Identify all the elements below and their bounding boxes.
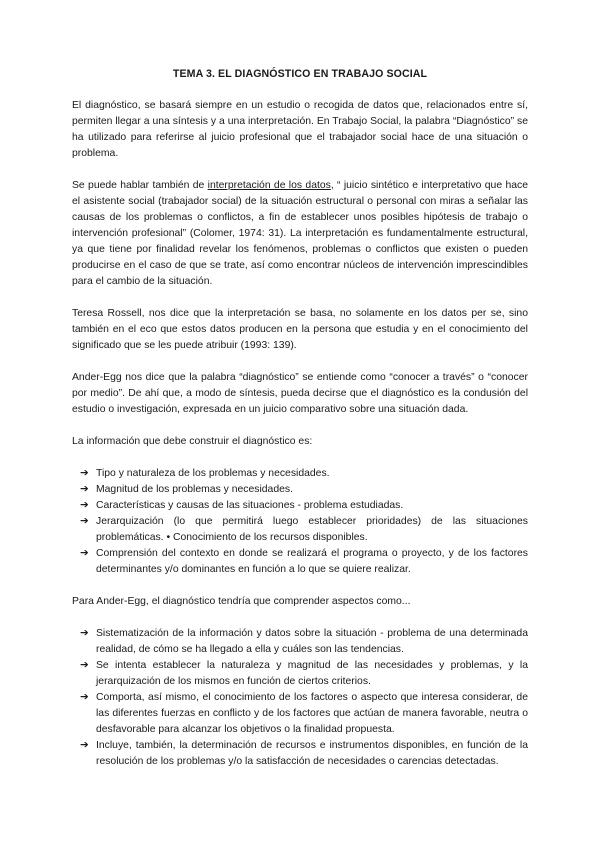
arrow-icon: ➔: [80, 628, 89, 639]
list-item: [72, 690, 528, 738]
page-title: TEMA 3. EL DIAGNÓSTICO EN TRABAJO SOCIAL: [172, 68, 428, 80]
list-item: [72, 658, 528, 690]
paragraph-ander-egg: Ander-Egg nos dice que la palabra “diagnóstico” se entiende como “conocer a través” o “conocer por medio”. De ahí que, a modo de síntesis, pueda decirse que el diagnóstico es la condusión del estudio o investigación, expresada en un juicio comparativo sobre una situación dada.: [72, 372, 528, 415]
info-list: [72, 466, 528, 578]
arrow-icon: ➔: [80, 484, 89, 495]
arrow-icon: ➔: [80, 660, 89, 671]
list-item-text: Se intenta establecer la naturaleza y magnitud de las necesidades y problemas, y la jerarquización de los mismos en función de ciertos criterios.: [96, 660, 528, 687]
arrow-icon: ➔: [80, 740, 89, 751]
list-item: [72, 466, 528, 482]
list-item: [72, 482, 528, 498]
document-page: [72, 66, 528, 786]
list-item-text: Comprensión del contexto en donde se realizará el programa o proyecto, y de los factores determinantes y/o dominantes en función a lo que se quiere realizar.: [96, 548, 528, 575]
arrow-icon: ➔: [80, 516, 89, 527]
paragraph-interpretation-end: , “ juicio sintético e interpretativo que hace el asistente social (trabajador social) de la situación estructural o personal con miras a señalar las causas de los problemas o conflictos, a fin de establecer unos posibles hipótesis de trabajo o intervención profesional” (Colomer, 1974: 31). La interpretación es fundamentalmente estructural, ya que tiene por finalidad revelar los fenómenos, problemas o conflictos que existen o pueden producirse en el caso de que se trate, así como encontrar núcleos de intervención imprescindibles para el cambio de la situación.: [72, 180, 528, 287]
list-item: [72, 514, 528, 546]
list-item: [72, 738, 528, 770]
paragraph-info-intro: La información que debe construir el diagnóstico es:: [72, 436, 313, 447]
arrow-icon: ➔: [80, 500, 89, 511]
list-item-text: Magnitud de los problemas y necesidades.: [96, 484, 293, 495]
paragraph-rossell: Teresa Rossell, nos dice que la interpretación se basa, no solamente en los datos per se, sino también en el eco que estos datos producen en la persona que estudia y en el conocimiento del significado que se les puede atribuir (1993: 139).: [72, 308, 528, 351]
arrow-icon: ➔: [80, 548, 89, 559]
arrow-icon: ➔: [80, 468, 89, 479]
list-item-text: Características y causas de las situaciones - problema estudiadas.: [96, 500, 404, 511]
list-item-text: Jerarquización (lo que permitirá luego establecer prioridades) de las situaciones problemáticas. • Conocimiento de los recursos disponibles.: [96, 516, 528, 543]
list-item-text: Sistematización de la información y datos sobre la situación - problema de una determinada realidad, de cómo se ha llegado a ella y cuáles son las tendencias.: [96, 628, 528, 655]
list-item: [72, 498, 528, 514]
list-item-text: Incluye, también, la determinación de recursos e instrumentos disponibles, en función de la resolución de los problemas y/o la satisfacción de necesidades o carencias detectadas.: [96, 740, 528, 767]
paragraph-aspects-intro: Para Ander-Egg, el diagnóstico tendría que comprender aspectos como...: [72, 596, 411, 607]
list-item: [72, 546, 528, 578]
list-item-text: Tipo y naturaleza de los problemas y necesidades.: [96, 468, 330, 479]
aspects-list: [72, 626, 528, 770]
paragraph-interpretation-start: Se puede hablar también de: [72, 180, 208, 191]
paragraph-intro: El diagnóstico, se basará siempre en un estudio o recogida de datos que, relacionados entre sí, permiten llegar a una síntesis y a una interpretación. En Trabajo Social, la palabra “Diagnóstico” se ha utilizado para referirse al juicio profesional que el trabajador social hace de una situación o problema.: [72, 100, 528, 159]
paragraph-interpretation: [72, 178, 528, 290]
list-item-text: Comporta, así mismo, el conocimiento de los factores o aspecto que interesa considerar, de las diferentes fuerzas en conflicto y de los factores que actúan de manera favorable, neutra o desfavorable para alcanzar los objetivos o la finalidad propuesta.: [96, 692, 528, 735]
arrow-icon: ➔: [80, 692, 89, 703]
list-item: [72, 626, 528, 658]
underlined-term: interpretación de los datos: [207, 180, 331, 191]
